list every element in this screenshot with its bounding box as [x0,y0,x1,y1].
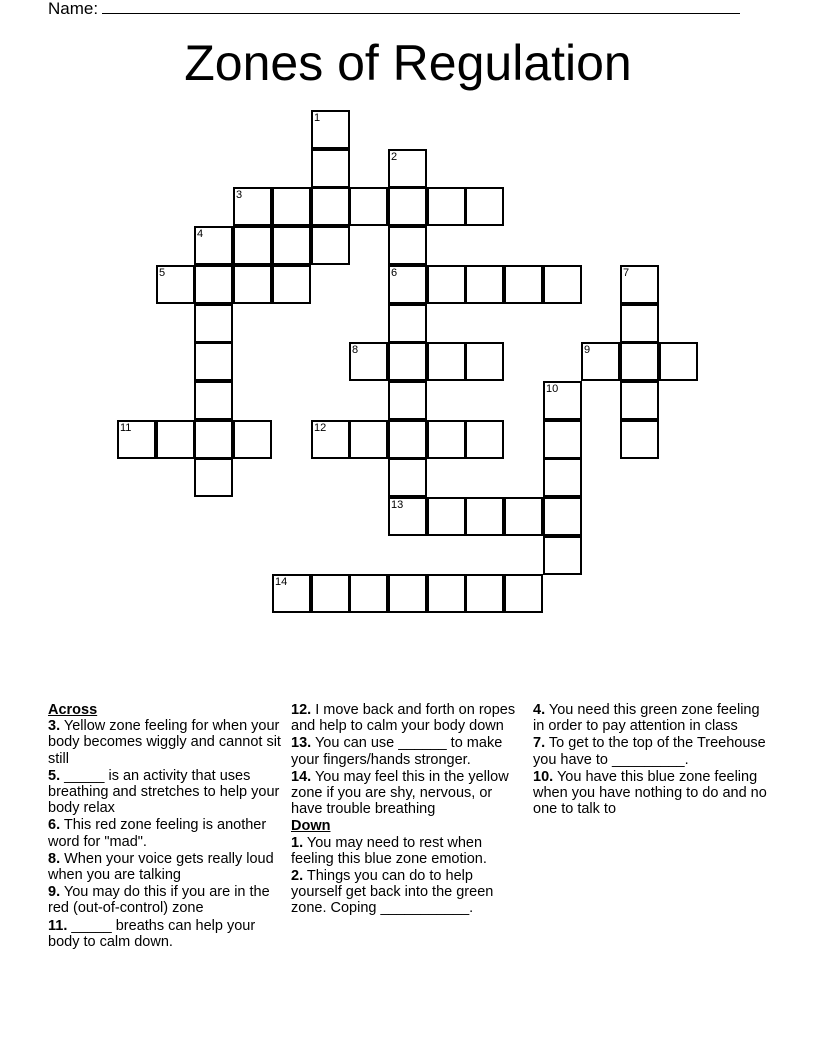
grid-cell[interactable] [427,265,466,304]
grid-cell[interactable] [465,342,504,381]
grid-cell[interactable] [349,187,388,226]
grid-cell[interactable] [311,420,350,459]
cell-number: 14 [275,576,288,588]
grid-cell[interactable] [427,497,466,536]
grid-cell[interactable] [543,497,582,536]
grid-cell[interactable] [233,420,272,459]
clue-number: 7. [533,735,546,752]
grid-cell[interactable] [388,574,427,613]
grid-cell[interactable] [233,226,272,265]
grid-cell[interactable] [194,342,233,381]
grid-cell[interactable] [427,420,466,459]
clue-text: When your voice gets really loud when you are talking [48,850,274,884]
grid-cell[interactable] [156,420,195,459]
grid-cell[interactable] [620,342,659,381]
grid-cell[interactable] [349,420,388,459]
cell-number: 2 [391,151,398,163]
clue-item [48,884,284,916]
clue-number: 3. [48,718,61,735]
grid-cell[interactable] [504,574,543,613]
grid-cell[interactable] [311,574,350,613]
grid-cell[interactable] [388,458,427,497]
clue-number: 2. [291,868,304,885]
clue-item [48,817,284,849]
clue-item [533,769,769,818]
clue-number: 6. [48,817,61,834]
grid-cell[interactable] [311,110,350,149]
grid-cell[interactable] [194,381,233,420]
clue-item [48,851,284,883]
clue-text: _____ breaths can help your body to calm down. [48,917,256,950]
grid-cell[interactable] [272,226,311,265]
grid-cell[interactable] [388,420,427,459]
grid-cell[interactable] [311,187,350,226]
grid-cell[interactable] [427,342,466,381]
clue-item [48,718,284,767]
clue-item [48,918,284,950]
grid-cell[interactable] [388,265,427,304]
grid-cell[interactable] [194,420,233,459]
cell-number: 9 [584,344,591,356]
grid-cell[interactable] [620,420,659,459]
grid-cell[interactable] [233,265,272,304]
clue-text: To get to the top of the Treehouse you have to _________. [533,735,766,768]
clue-text: You can use ______ to make your fingers/hands stronger. [291,735,503,768]
cell-number: 1 [314,112,321,124]
grid-cell[interactable] [388,149,427,188]
grid-cell[interactable] [543,265,582,304]
grid-cell[interactable] [388,497,427,536]
grid-cell[interactable] [504,497,543,536]
clue-number: 4. [533,702,546,718]
clue-number: 10. [533,768,554,785]
grid-cell[interactable] [543,458,582,497]
grid-cell[interactable] [194,458,233,497]
cell-number: 8 [352,344,359,356]
clues-column-2 [291,702,527,918]
clue-item [291,835,527,867]
clue-number: 9. [48,884,61,901]
clue-text: You may feel this in the yellow zone if you are shy, nervous, or have trouble breathing [291,768,509,818]
grid-cell[interactable] [465,265,504,304]
clues-column-3 [533,702,769,818]
cell-number: 12 [314,422,327,434]
clue-item [291,735,527,767]
grid-cell[interactable] [427,187,466,226]
cell-number: 3 [236,189,243,201]
clue-item [533,702,769,734]
grid-cell[interactable] [543,381,582,420]
grid-cell[interactable] [272,574,311,613]
cell-number: 10 [546,383,559,395]
grid-cell[interactable] [388,187,427,226]
clue-number: 11. [48,917,68,934]
clue-number: 8. [48,850,61,867]
cell-number: 11 [120,422,132,434]
grid-cell[interactable] [504,265,543,304]
clue-text: I move back and forth on ropes and help to calm your body down [291,702,516,735]
clue-item [291,769,527,818]
grid-cell[interactable] [543,536,582,575]
grid-cell[interactable] [659,342,698,381]
clue-text: _____ is an activity that uses breathing and stretches to help your body relax [48,767,280,817]
grid-cell[interactable] [543,420,582,459]
clue-item [48,768,284,817]
grid-cell[interactable] [620,304,659,343]
clue-number: 12. [291,702,312,718]
cell-number: 6 [391,267,398,279]
clue-item [291,702,527,734]
grid-cell[interactable] [465,187,504,226]
grid-cell[interactable] [311,226,350,265]
clue-text: Things you can do to help yourself get back into the green zone. Coping ___________. [291,868,494,917]
clue-item [291,868,527,917]
cell-number: 5 [159,267,166,279]
grid-cell[interactable] [156,265,195,304]
cell-number: 7 [623,267,630,279]
grid-cell[interactable] [581,342,620,381]
name-label: Name: [48,0,99,18]
grid-cell[interactable] [388,342,427,381]
grid-cell[interactable] [194,304,233,343]
grid-cell[interactable] [272,265,311,304]
grid-cell[interactable] [620,381,659,420]
clue-text: You have this blue zone feeling when you have nothing to do and no one to talk to [533,768,767,818]
grid-cell[interactable] [427,574,466,613]
grid-cell[interactable] [388,226,427,265]
grid-cell[interactable] [349,342,388,381]
clue-text: You need this green zone feeling in order to pay attention in class [533,702,760,735]
cell-number: 13 [391,499,404,511]
grid-cell[interactable] [388,304,427,343]
across-heading: Across [48,702,98,718]
grid-cell[interactable] [388,381,427,420]
clue-text: This red zone feeling is another word for "mad". [48,817,267,850]
clue-text: You may need to rest when feeling this blue zone emotion. [291,834,487,867]
grid-cell[interactable] [311,149,350,188]
down-heading: Down [291,818,331,835]
grid-cell[interactable] [233,187,272,226]
grid-cell[interactable] [465,497,504,536]
clues-column-1 [48,702,284,951]
cell-number: 4 [197,228,204,240]
clue-text: You may do this if you are in the red (out-of-control) zone [48,884,270,917]
grid-cell[interactable] [194,226,233,265]
grid-cell[interactable] [349,574,388,613]
clue-item [533,735,769,767]
grid-cell[interactable] [465,420,504,459]
clue-number: 1. [291,834,304,851]
clue-text: Yellow zone feeling for when your body becomes wiggly and cannot sit still [48,718,281,767]
clue-number: 13. [291,735,312,752]
grid-cell[interactable] [117,420,156,459]
page-title: Zones of Regulation [184,35,632,91]
grid-cell[interactable] [194,265,233,304]
grid-cell[interactable] [465,574,504,613]
grid-cell[interactable] [272,187,311,226]
clue-number: 14. [291,768,312,785]
grid-cell[interactable] [620,265,659,304]
clue-number: 5. [48,767,61,784]
